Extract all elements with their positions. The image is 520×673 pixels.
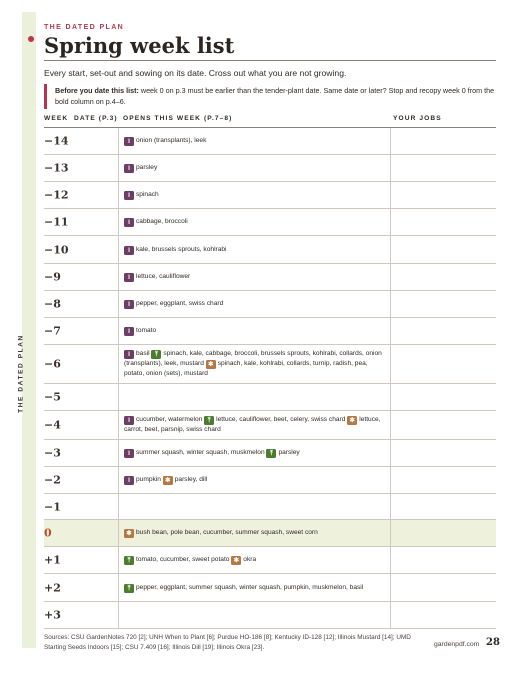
jobs-cell[interactable] [390, 440, 497, 466]
opens-cell [118, 264, 391, 290]
crop-list: cabbage, broccoli [136, 218, 188, 225]
week-number: −1 [44, 500, 61, 513]
week-number: −10 [44, 243, 69, 256]
crop-list: parsley, dill [174, 476, 208, 483]
table-row [44, 182, 496, 209]
jobs-cell[interactable] [390, 467, 497, 493]
crop-list: lettuce, cauliflower [136, 273, 191, 280]
crop-list: pepper, eggplant, swiss chard [136, 300, 224, 307]
site-url[interactable]: gardenpdf.com [434, 641, 480, 648]
jobs-cell[interactable] [390, 494, 497, 519]
table-row [44, 155, 496, 182]
opens-text [124, 528, 387, 538]
jobs-cell[interactable] [390, 411, 497, 439]
title-divider [44, 60, 496, 61]
jobs-cell[interactable] [390, 602, 497, 628]
indoor-start-icon: I [124, 246, 134, 255]
jobs-cell[interactable] [390, 155, 497, 181]
table-row [44, 574, 496, 602]
week-number: −7 [44, 324, 61, 338]
table-row [44, 318, 496, 345]
note-body: week 0 on p.3 must be earlier than the tender-plant date. Same date or later? Stop and recopy week 0 from the bold column on p.4–6. [55, 86, 495, 106]
indoor-start-icon: I [124, 416, 134, 425]
opens-cell [118, 155, 391, 181]
direct-sow-icon: ✱ [231, 556, 241, 565]
opens-cell [118, 182, 391, 208]
week-number: −3 [44, 446, 61, 460]
crop-list: pepper, eggplant, summer squash, winter squash, pumpkin, muskmelon, basil [136, 583, 364, 591]
jobs-cell[interactable] [390, 520, 497, 546]
week-number: −5 [44, 390, 61, 404]
direct-sow-icon: ✱ [124, 529, 134, 538]
opens-text [124, 136, 387, 146]
indoor-start-icon: I [124, 137, 134, 146]
opens-cell [118, 520, 391, 546]
crop-list: tomato, cucumber, sweet potato [136, 556, 232, 563]
opens-cell [118, 494, 391, 519]
week-table [44, 128, 496, 629]
opens-cell [118, 236, 391, 263]
section-eyebrow: THE DATED PLAN [44, 24, 125, 31]
opens-text [124, 299, 387, 309]
table-row [44, 291, 496, 318]
intro-text: Every start, set-out and sowing on its date. Cross out what you are not growing. [44, 68, 347, 78]
transplant-icon: ⤒ [266, 449, 276, 458]
table-row [44, 411, 496, 440]
week-number: −4 [44, 418, 61, 432]
direct-sow-icon: ✱ [347, 416, 357, 425]
table-row [44, 209, 496, 236]
crop-list: parsley [136, 164, 158, 171]
jobs-cell[interactable] [390, 345, 497, 383]
crop-list: pumpkin [136, 476, 163, 483]
header-date: DATE (P.3) [74, 115, 118, 122]
week-number: +2 [44, 581, 61, 594]
opens-cell [118, 440, 391, 466]
opens-text [124, 349, 387, 379]
section-dot [28, 36, 34, 42]
opens-cell [118, 602, 391, 628]
crop-list: tomato [136, 327, 157, 334]
week-number: −6 [44, 357, 61, 371]
indoor-start-icon: I [124, 449, 134, 458]
jobs-cell[interactable] [390, 384, 497, 410]
opens-text [124, 555, 387, 565]
direct-sow-icon: ✱ [206, 360, 216, 369]
jobs-cell[interactable] [390, 182, 497, 208]
transplant-icon: ⤒ [124, 584, 134, 593]
table-row [44, 384, 496, 411]
jobs-cell[interactable] [390, 574, 497, 601]
indoor-start-icon: I [124, 476, 134, 485]
indoor-start-icon: I [124, 300, 134, 309]
opens-text [124, 163, 387, 173]
table-row [44, 236, 496, 264]
table-row [44, 467, 496, 494]
transplant-icon: ⤒ [204, 416, 214, 425]
jobs-cell[interactable] [390, 128, 497, 154]
opens-cell [118, 128, 391, 154]
week-number: −8 [44, 297, 61, 311]
opens-text [124, 190, 387, 200]
crop-list: lettuce, carrot, beet, parsnip, swiss chard [124, 416, 381, 433]
crop-list: spinach, kale, cabbage, broccoli, brussels sprouts, kohlrabi, collards, onion (transplants), leek, mustard [124, 350, 382, 367]
table-row [44, 494, 496, 520]
crop-list: spinach [136, 191, 159, 198]
table-header [44, 114, 496, 128]
crop-list: cucumber, watermelon [136, 416, 205, 423]
transplant-icon: ⤒ [151, 350, 161, 359]
opens-cell [118, 291, 391, 317]
opens-text [124, 245, 387, 255]
week-number: −11 [44, 215, 69, 229]
opens-cell [118, 574, 391, 601]
crop-list: okra [243, 556, 257, 563]
crop-list: summer squash, winter squash, muskmelon [136, 449, 267, 456]
crop-list: lettuce, cauliflower, beet, celery, swiss chard [216, 416, 348, 423]
opens-text [124, 448, 387, 458]
crop-list: parsley [278, 449, 300, 456]
table-row [44, 602, 496, 629]
week-number: −9 [44, 270, 61, 284]
sources-footnote: Sources: CSU GardenNotes 720 [2]; UNH When to Plant [6]; Purdue HO-186 [8]; Kentucky ID-128 [12]; Illinois Mustard [14]; UMD Starting Seeds Indoors [15]; CSU 7.409 [16]; Illinois Dill [19]; Illinois Okra [23]. [44, 634, 411, 651]
opens-cell [118, 209, 391, 235]
crop-list: onion (transplants), leek [136, 137, 207, 144]
table-row [44, 345, 496, 384]
indoor-start-icon: I [124, 350, 134, 359]
opens-cell [118, 547, 391, 573]
table-row [44, 440, 496, 467]
opens-text [124, 326, 387, 336]
opens-text [124, 217, 387, 227]
header-opens: OPENS THIS WEEK (P.7–8) [123, 115, 233, 122]
jobs-cell[interactable] [390, 264, 497, 290]
week-number: −14 [44, 134, 69, 148]
crop-list: basil [136, 350, 152, 357]
opens-text [124, 583, 387, 593]
week-number: −13 [44, 161, 69, 175]
week-number: +3 [44, 608, 61, 622]
opens-cell [118, 384, 391, 410]
opens-cell [118, 318, 391, 344]
sidebar-label: THE DATED PLAN [17, 334, 25, 413]
transplant-icon: ⤒ [124, 556, 134, 565]
crop-list: bush bean, pole bean, cucumber, summer squash, sweet corn [136, 529, 318, 536]
indoor-start-icon: I [124, 327, 134, 336]
crop-list: kale, brussels sprouts, kohlrabi [136, 245, 227, 253]
week-number: +1 [44, 553, 61, 567]
opens-cell [118, 467, 391, 493]
opens-cell [118, 345, 391, 383]
crop-list: spinach, kale, kohlrabi, collards, turnip, radish, pea, potato, onion (sets), mustard [124, 360, 368, 377]
jobs-cell[interactable] [390, 236, 497, 263]
callout-note [44, 84, 499, 109]
table-row [44, 128, 496, 155]
jobs-cell[interactable] [390, 209, 497, 235]
direct-sow-icon: ✱ [163, 476, 173, 485]
indoor-start-icon: I [124, 273, 134, 282]
table-row [44, 264, 496, 291]
week-number: −2 [44, 473, 61, 487]
note-lead: Before you date this list: [55, 86, 139, 95]
opens-cell [118, 411, 391, 439]
indoor-start-icon: I [124, 218, 134, 227]
opens-text [124, 272, 387, 282]
indoor-start-icon: I [124, 164, 134, 173]
table-row [44, 547, 496, 574]
jobs-cell[interactable] [390, 318, 497, 344]
opens-text [124, 415, 387, 435]
jobs-cell[interactable] [390, 291, 497, 317]
jobs-cell[interactable] [390, 547, 497, 573]
header-week: WEEK [44, 115, 69, 122]
week-number: 0 [44, 526, 52, 540]
page-title: Spring week list [44, 33, 235, 58]
table-row [44, 520, 496, 547]
header-jobs: YOUR JOBS [393, 115, 442, 122]
page-number: 28 [486, 637, 500, 648]
indoor-start-icon: I [124, 191, 134, 200]
opens-text [124, 475, 387, 485]
week-number: −12 [44, 188, 69, 202]
